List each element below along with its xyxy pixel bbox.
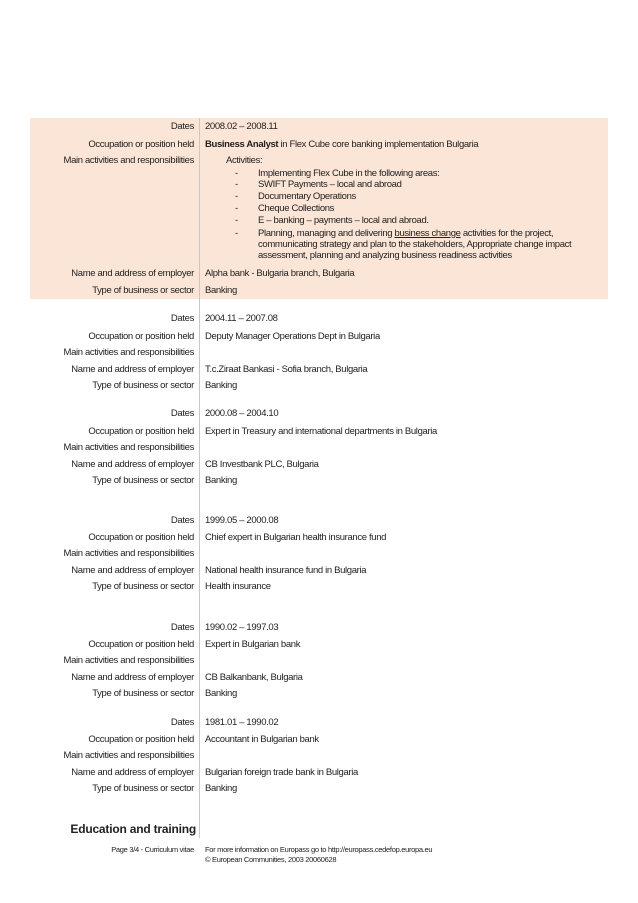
activities-label: Main activities and responsibilities [63, 750, 194, 761]
occupation-value [205, 138, 478, 152]
activity-text: Implementing Flex Cube in the following areas: [258, 168, 440, 179]
entry-3-occupation-row [0, 425, 638, 439]
dates-value: 2008.02 – 2008.11 [205, 121, 278, 132]
entry-5-employer-row [0, 671, 638, 685]
dates-value: 1981.01 – 1990.02 [205, 717, 279, 728]
sector-value: Banking [205, 783, 237, 794]
entry-6-sector-row [0, 782, 638, 796]
entry-3-dates-row [0, 407, 638, 421]
bullet-dash: - [235, 179, 238, 190]
employer-label: Name and address of employer [71, 565, 194, 576]
activity-text: Documentary Operations [258, 191, 356, 202]
entry-1-dates-row [0, 120, 638, 134]
entry-2-occupation-row [0, 330, 638, 344]
activity-text [258, 228, 598, 261]
dates-label: Dates [170, 622, 194, 633]
entry-3-employer-row [0, 458, 638, 472]
dates-label: Dates [170, 515, 194, 526]
bullet-dash: - [235, 168, 238, 179]
sector-value: Banking [205, 475, 237, 486]
activities-heading: Activities: [226, 155, 263, 166]
entry-2-dates-row [0, 312, 638, 326]
footer-page-number: Page 3/4 - Curriculum vitae [111, 845, 194, 854]
entry-5-activities-row [0, 654, 638, 668]
activities-label: Main activities and responsibilities [63, 655, 194, 666]
employer-value: Alpha bank - Bulgaria branch, Bulgaria [205, 268, 355, 279]
entry-1-activities-row [0, 154, 638, 168]
entry-5-sector-row [0, 687, 638, 701]
entry-3-activities-row [0, 441, 638, 455]
employer-value: CB Investbank PLC, Bulgaria [205, 459, 319, 470]
entry-1-employer-row [0, 267, 638, 281]
sector-label: Type of business or sector [92, 783, 194, 794]
activities-label: Main activities and responsibilities [63, 347, 194, 358]
entry-6-activities-row [0, 749, 638, 763]
dates-value: 1999.05 – 2000.08 [205, 515, 279, 526]
dates-value: 2004.11 – 2007.08 [205, 313, 278, 324]
sector-label: Type of business or sector [92, 380, 194, 391]
sector-value: Banking [205, 688, 237, 699]
entry-4-dates-row [0, 514, 638, 528]
entry-4-activities-row [0, 547, 638, 561]
sector-value: Banking [205, 380, 237, 391]
sector-value: Health insurance [205, 581, 271, 592]
sector-label: Type of business or sector [92, 688, 194, 699]
bullet-dash: - [235, 215, 238, 226]
entry-5-occupation-row [0, 638, 638, 652]
entry-3-sector-row [0, 474, 638, 488]
activity-text-start: Planning, managing and delivering [258, 228, 395, 239]
activity-text-underlined: business change [394, 228, 461, 239]
sector-label: Type of business or sector [92, 285, 194, 296]
entry-4-sector-row [0, 580, 638, 594]
occupation-value: Expert in Treasury and international departments in Bulgaria [205, 426, 437, 437]
employer-label: Name and address of employer [71, 268, 194, 279]
bullet-dash: - [235, 191, 238, 202]
bullet-dash: - [235, 203, 238, 214]
occupation-label: Occupation or position held [88, 734, 194, 745]
occupation-title-rest: in Flex Cube core banking implementation Bulgaria [278, 139, 479, 150]
activity-text: Cheque Collections [258, 203, 335, 214]
employer-label: Name and address of employer [71, 767, 194, 778]
activity-text: E – banking – payments – local and abroad. [258, 215, 429, 226]
dates-label: Dates [170, 313, 194, 324]
entry-2-employer-row [0, 363, 638, 377]
entry-6-occupation-row [0, 733, 638, 747]
occupation-value: Deputy Manager Operations Dept in Bulgaria [205, 331, 380, 342]
employer-label: Name and address of employer [71, 672, 194, 683]
footer-info-line-1: For more information on Europass go to http://europass.cedefop.europa.eu [205, 845, 433, 854]
employer-value: T.c.Ziraat Bankasi - Sofia branch, Bulgaria [205, 364, 368, 375]
entry-1-sector-row [0, 284, 638, 298]
sector-label: Type of business or sector [92, 475, 194, 486]
occupation-label: Occupation or position held [88, 532, 194, 543]
employer-value: CB Balkanbank, Bulgaria [205, 672, 303, 683]
occupation-value: Expert in Bulgarian bank [205, 639, 301, 650]
entry-5-dates-row [0, 621, 638, 635]
occupation-value: Accountant in Bulgarian bank [205, 734, 319, 745]
dates-value: 1990.02 – 1997.03 [205, 622, 279, 633]
occupation-title-bold: Business Analyst [205, 139, 279, 150]
employer-label: Name and address of employer [71, 364, 194, 375]
dates-label: Dates [170, 408, 194, 419]
employer-value: Bulgarian foreign trade bank in Bulgaria [205, 767, 358, 778]
activity-text-end: activities for the project, communicating strategy and plan to the stakeholders, Appropriate change impact assessment, planning and analyzing business readiness activities [258, 228, 572, 261]
sector-value: Banking [205, 285, 237, 296]
footer-info-line-2: © European Communities, 2003 20060628 [205, 854, 337, 864]
dates-label: Dates [170, 121, 194, 132]
entry-4-occupation-row [0, 531, 638, 545]
footer-info [205, 845, 432, 864]
entry-4-employer-row [0, 564, 638, 578]
entry-1-occupation-row [0, 138, 638, 152]
activities-label: Main activities and responsibilities [63, 442, 194, 453]
bullet-dash: - [235, 228, 238, 239]
sector-label: Type of business or sector [92, 581, 194, 592]
entry-2-sector-row [0, 379, 638, 393]
employer-value: National health insurance fund in Bulgaria [205, 565, 367, 576]
occupation-label: Occupation or position held [88, 139, 194, 150]
activity-text: SWIFT Payments – local and abroad [258, 179, 402, 190]
activities-label: Main activities and responsibilities [63, 548, 194, 559]
entry-6-dates-row [0, 716, 638, 730]
occupation-label: Occupation or position held [88, 426, 194, 437]
dates-label: Dates [170, 717, 194, 728]
dates-value: 2000.08 – 2004.10 [205, 408, 279, 419]
entry-2-activities-row [0, 346, 638, 360]
occupation-label: Occupation or position held [88, 331, 194, 342]
employer-label: Name and address of employer [71, 459, 194, 470]
occupation-value: Chief expert in Bulgarian health insurance fund [205, 532, 387, 543]
entry-6-employer-row [0, 766, 638, 780]
occupation-label: Occupation or position held [88, 639, 194, 650]
activities-label: Main activities and responsibilities [63, 155, 194, 166]
section-heading: Education and training [70, 822, 196, 836]
